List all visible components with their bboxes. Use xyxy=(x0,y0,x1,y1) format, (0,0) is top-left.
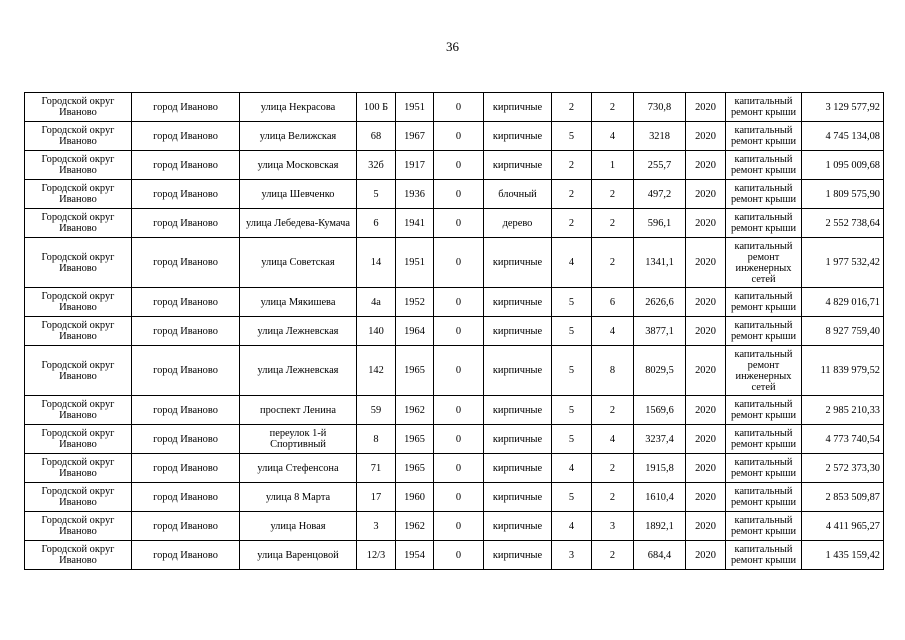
cell-district: Городской округ Иваново xyxy=(25,483,132,512)
cell-plan-year: 2020 xyxy=(686,512,726,541)
cell-district: Городской округ Иваново xyxy=(25,180,132,209)
cell-street: улица Лебедева-Кумача xyxy=(240,209,357,238)
cell-district: Городской округ Иваново xyxy=(25,541,132,570)
cell-cost: 2 853 509,87 xyxy=(802,483,884,512)
cell-flag: 0 xyxy=(434,238,484,288)
cell-street: улица Лежневская xyxy=(240,317,357,346)
cell-material: кирпичные xyxy=(484,396,552,425)
cell-house: 3 xyxy=(357,512,396,541)
cell-city: город Иваново xyxy=(132,346,240,396)
cell-plan-year: 2020 xyxy=(686,541,726,570)
cell-flag: 0 xyxy=(434,454,484,483)
cell-year: 1951 xyxy=(396,238,434,288)
cell-work: капитальный ремонт крыши xyxy=(726,209,802,238)
cell-area: 3237,4 xyxy=(634,425,686,454)
cell-floors: 5 xyxy=(552,317,592,346)
cell-year: 1965 xyxy=(396,346,434,396)
cell-district: Городской округ Иваново xyxy=(25,425,132,454)
cell-house: 6 xyxy=(357,209,396,238)
cell-flag: 0 xyxy=(434,122,484,151)
cell-flag: 0 xyxy=(434,396,484,425)
cell-floors: 5 xyxy=(552,288,592,317)
cell-district: Городской округ Иваново xyxy=(25,346,132,396)
cell-entrances: 6 xyxy=(592,288,634,317)
table-row xyxy=(25,180,884,209)
cell-work: капитальный ремонт крыши xyxy=(726,512,802,541)
cell-floors: 2 xyxy=(552,93,592,122)
cell-flag: 0 xyxy=(434,541,484,570)
cell-material: кирпичные xyxy=(484,238,552,288)
cell-work: капитальный ремонт крыши xyxy=(726,541,802,570)
cell-material: кирпичные xyxy=(484,346,552,396)
cell-flag: 0 xyxy=(434,180,484,209)
cell-city: город Иваново xyxy=(132,238,240,288)
table-body xyxy=(25,93,884,570)
cell-plan-year: 2020 xyxy=(686,346,726,396)
cell-area: 3218 xyxy=(634,122,686,151)
cell-plan-year: 2020 xyxy=(686,93,726,122)
cell-work: капитальный ремонт инженерных сетей xyxy=(726,238,802,288)
cell-plan-year: 2020 xyxy=(686,317,726,346)
cell-district: Городской округ Иваново xyxy=(25,209,132,238)
cell-flag: 0 xyxy=(434,317,484,346)
cell-flag: 0 xyxy=(434,425,484,454)
cell-year: 1941 xyxy=(396,209,434,238)
cell-cost: 2 572 373,30 xyxy=(802,454,884,483)
cell-plan-year: 2020 xyxy=(686,483,726,512)
cell-city: город Иваново xyxy=(132,425,240,454)
cell-floors: 4 xyxy=(552,454,592,483)
cell-floors: 2 xyxy=(552,151,592,180)
cell-plan-year: 2020 xyxy=(686,180,726,209)
cell-flag: 0 xyxy=(434,151,484,180)
table-row xyxy=(25,151,884,180)
cell-cost: 1 977 532,42 xyxy=(802,238,884,288)
cell-entrances: 8 xyxy=(592,346,634,396)
cell-street: проспект Ленина xyxy=(240,396,357,425)
cell-house: 142 xyxy=(357,346,396,396)
table-row xyxy=(25,122,884,151)
cell-plan-year: 2020 xyxy=(686,209,726,238)
cell-district: Городской округ Иваново xyxy=(25,151,132,180)
cell-year: 1951 xyxy=(396,93,434,122)
cell-entrances: 2 xyxy=(592,396,634,425)
cell-flag: 0 xyxy=(434,209,484,238)
cell-material: кирпичные xyxy=(484,151,552,180)
cell-material: кирпичные xyxy=(484,122,552,151)
cell-house: 4а xyxy=(357,288,396,317)
cell-entrances: 4 xyxy=(592,122,634,151)
cell-house: 59 xyxy=(357,396,396,425)
cell-plan-year: 2020 xyxy=(686,396,726,425)
cell-work: капитальный ремонт крыши xyxy=(726,454,802,483)
cell-district: Городской округ Иваново xyxy=(25,454,132,483)
cell-city: город Иваново xyxy=(132,151,240,180)
cell-year: 1965 xyxy=(396,454,434,483)
cell-street: улица Новая xyxy=(240,512,357,541)
cell-cost: 4 745 134,08 xyxy=(802,122,884,151)
cell-year: 1952 xyxy=(396,288,434,317)
cell-work: капитальный ремонт крыши xyxy=(726,93,802,122)
table-row xyxy=(25,238,884,288)
cell-plan-year: 2020 xyxy=(686,151,726,180)
cell-floors: 5 xyxy=(552,122,592,151)
table-row xyxy=(25,425,884,454)
cell-city: город Иваново xyxy=(132,483,240,512)
cell-floors: 5 xyxy=(552,396,592,425)
cell-entrances: 3 xyxy=(592,512,634,541)
cell-city: город Иваново xyxy=(132,512,240,541)
table-row xyxy=(25,512,884,541)
cell-city: город Иваново xyxy=(132,396,240,425)
cell-street: улица 8 Марта xyxy=(240,483,357,512)
cell-entrances: 2 xyxy=(592,238,634,288)
cell-entrances: 2 xyxy=(592,93,634,122)
cell-flag: 0 xyxy=(434,512,484,541)
cell-city: город Иваново xyxy=(132,288,240,317)
cell-floors: 5 xyxy=(552,425,592,454)
cell-work: капитальный ремонт инженерных сетей xyxy=(726,346,802,396)
cell-material: кирпичные xyxy=(484,454,552,483)
cell-area: 596,1 xyxy=(634,209,686,238)
cell-cost: 8 927 759,40 xyxy=(802,317,884,346)
cell-floors: 3 xyxy=(552,541,592,570)
cell-entrances: 2 xyxy=(592,209,634,238)
cell-house: 100 Б xyxy=(357,93,396,122)
table-row xyxy=(25,93,884,122)
cell-material: кирпичные xyxy=(484,483,552,512)
cell-flag: 0 xyxy=(434,288,484,317)
cell-year: 1962 xyxy=(396,396,434,425)
cell-district: Городской округ Иваново xyxy=(25,122,132,151)
cell-street: улица Мякишева xyxy=(240,288,357,317)
cell-district: Городской округ Иваново xyxy=(25,288,132,317)
cell-house: 71 xyxy=(357,454,396,483)
cell-city: город Иваново xyxy=(132,541,240,570)
cell-street: улица Некрасова xyxy=(240,93,357,122)
cell-plan-year: 2020 xyxy=(686,454,726,483)
cell-cost: 1 095 009,68 xyxy=(802,151,884,180)
cell-street: улица Советская xyxy=(240,238,357,288)
cell-area: 1610,4 xyxy=(634,483,686,512)
cell-city: город Иваново xyxy=(132,209,240,238)
cell-street: улица Стефенсона xyxy=(240,454,357,483)
cell-district: Городской округ Иваново xyxy=(25,93,132,122)
cell-work: капитальный ремонт крыши xyxy=(726,151,802,180)
cell-year: 1965 xyxy=(396,425,434,454)
cell-work: капитальный ремонт крыши xyxy=(726,288,802,317)
cell-area: 8029,5 xyxy=(634,346,686,396)
cell-street: улица Московская xyxy=(240,151,357,180)
cell-year: 1954 xyxy=(396,541,434,570)
cell-house: 68 xyxy=(357,122,396,151)
cell-material: дерево xyxy=(484,209,552,238)
cell-cost: 1 809 575,90 xyxy=(802,180,884,209)
cell-cost: 4 411 965,27 xyxy=(802,512,884,541)
cell-district: Городской округ Иваново xyxy=(25,238,132,288)
cell-entrances: 2 xyxy=(592,541,634,570)
table-row xyxy=(25,346,884,396)
cell-flag: 0 xyxy=(434,346,484,396)
cell-year: 1936 xyxy=(396,180,434,209)
table-row xyxy=(25,396,884,425)
cell-plan-year: 2020 xyxy=(686,238,726,288)
cell-entrances: 2 xyxy=(592,180,634,209)
cell-work: капитальный ремонт крыши xyxy=(726,425,802,454)
cell-city: город Иваново xyxy=(132,454,240,483)
cell-district: Городской округ Иваново xyxy=(25,317,132,346)
cell-area: 497,2 xyxy=(634,180,686,209)
cell-entrances: 2 xyxy=(592,454,634,483)
cell-floors: 5 xyxy=(552,483,592,512)
table-row xyxy=(25,483,884,512)
cell-year: 1917 xyxy=(396,151,434,180)
cell-material: кирпичные xyxy=(484,425,552,454)
cell-work: капитальный ремонт крыши xyxy=(726,396,802,425)
cell-plan-year: 2020 xyxy=(686,425,726,454)
cell-street: улица Шевченко xyxy=(240,180,357,209)
cell-house: 5 xyxy=(357,180,396,209)
cell-material: кирпичные xyxy=(484,317,552,346)
cell-work: капитальный ремонт крыши xyxy=(726,483,802,512)
cell-flag: 0 xyxy=(434,93,484,122)
cell-year: 1960 xyxy=(396,483,434,512)
cell-floors: 4 xyxy=(552,238,592,288)
cell-street: улица Лежневская xyxy=(240,346,357,396)
cell-area: 1915,8 xyxy=(634,454,686,483)
cell-cost: 2 985 210,33 xyxy=(802,396,884,425)
table-row xyxy=(25,209,884,238)
cell-house: 32б xyxy=(357,151,396,180)
cell-entrances: 4 xyxy=(592,425,634,454)
table-row xyxy=(25,454,884,483)
cell-area: 1341,1 xyxy=(634,238,686,288)
cell-house: 17 xyxy=(357,483,396,512)
cell-city: город Иваново xyxy=(132,93,240,122)
table-row xyxy=(25,541,884,570)
cell-plan-year: 2020 xyxy=(686,122,726,151)
cell-area: 684,4 xyxy=(634,541,686,570)
cell-street: улица Варенцовой xyxy=(240,541,357,570)
cell-area: 255,7 xyxy=(634,151,686,180)
cell-house: 12/3 xyxy=(357,541,396,570)
cell-material: кирпичные xyxy=(484,288,552,317)
cell-city: город Иваново xyxy=(132,317,240,346)
cell-area: 3877,1 xyxy=(634,317,686,346)
cell-floors: 5 xyxy=(552,346,592,396)
cell-year: 1962 xyxy=(396,512,434,541)
cell-street: улица Велижская xyxy=(240,122,357,151)
cell-material: кирпичные xyxy=(484,93,552,122)
cell-work: капитальный ремонт крыши xyxy=(726,180,802,209)
cell-year: 1967 xyxy=(396,122,434,151)
cell-city: город Иваново xyxy=(132,180,240,209)
cell-house: 140 xyxy=(357,317,396,346)
cell-area: 1569,6 xyxy=(634,396,686,425)
cell-house: 8 xyxy=(357,425,396,454)
cell-entrances: 2 xyxy=(592,483,634,512)
table-row xyxy=(25,288,884,317)
cell-year: 1964 xyxy=(396,317,434,346)
cell-floors: 2 xyxy=(552,180,592,209)
cell-cost: 4 773 740,54 xyxy=(802,425,884,454)
cell-entrances: 4 xyxy=(592,317,634,346)
table-row xyxy=(25,317,884,346)
cell-area: 1892,1 xyxy=(634,512,686,541)
cell-city: город Иваново xyxy=(132,122,240,151)
cell-plan-year: 2020 xyxy=(686,288,726,317)
cell-floors: 2 xyxy=(552,209,592,238)
cell-work: капитальный ремонт крыши xyxy=(726,317,802,346)
buildings-table xyxy=(24,92,884,570)
cell-cost: 2 552 738,64 xyxy=(802,209,884,238)
cell-area: 2626,6 xyxy=(634,288,686,317)
cell-flag: 0 xyxy=(434,483,484,512)
cell-cost: 4 829 016,71 xyxy=(802,288,884,317)
cell-material: кирпичные xyxy=(484,512,552,541)
cell-material: блочный xyxy=(484,180,552,209)
page-number: 36 xyxy=(446,39,459,54)
cell-area: 730,8 xyxy=(634,93,686,122)
cell-work: капитальный ремонт крыши xyxy=(726,122,802,151)
cell-district: Городской округ Иваново xyxy=(25,512,132,541)
cell-cost: 3 129 577,92 xyxy=(802,93,884,122)
cell-district: Городской округ Иваново xyxy=(25,396,132,425)
cell-floors: 4 xyxy=(552,512,592,541)
cell-house: 14 xyxy=(357,238,396,288)
cell-cost: 1 435 159,42 xyxy=(802,541,884,570)
cell-entrances: 1 xyxy=(592,151,634,180)
cell-street: переулок 1-й Спортивный xyxy=(240,425,357,454)
cell-material: кирпичные xyxy=(484,541,552,570)
cell-cost: 11 839 979,52 xyxy=(802,346,884,396)
